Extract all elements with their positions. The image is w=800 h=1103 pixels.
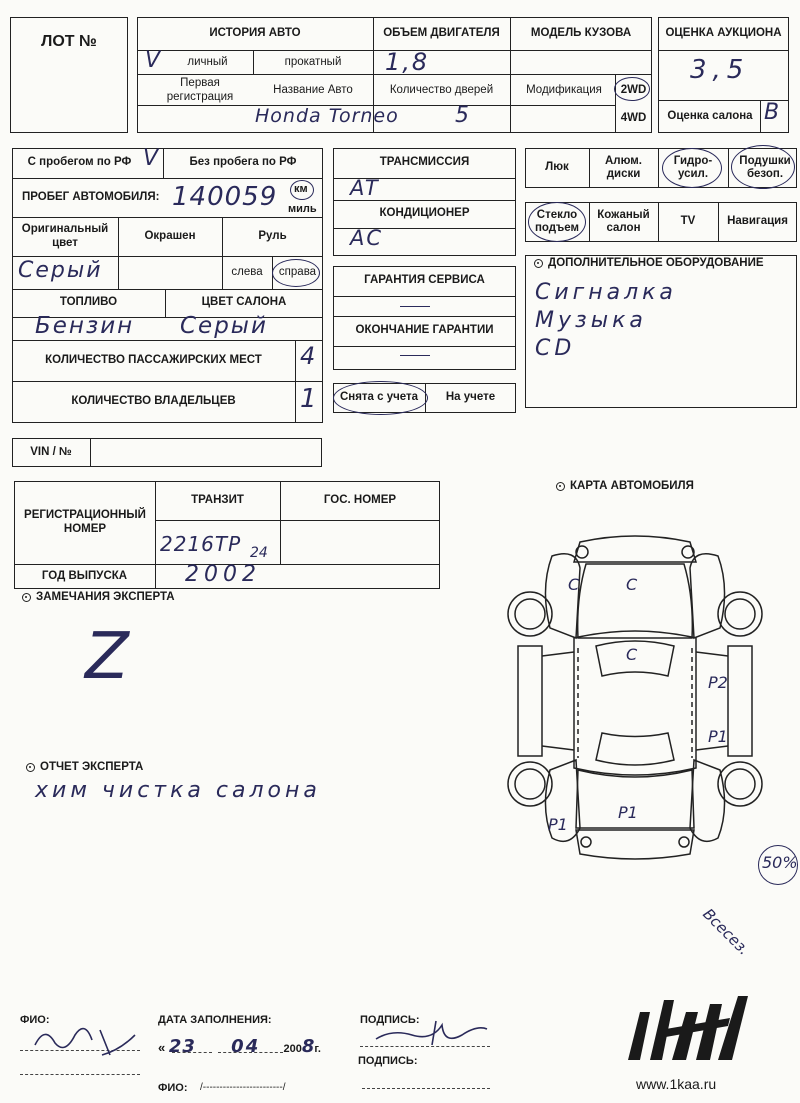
fio-label: ФИО: <box>20 1014 50 1026</box>
hw-transit: 2216ТР <box>160 532 242 556</box>
vin-label: VIN / № <box>30 445 72 458</box>
reg-number-label: РЕГИСТРАЦИОННЫЙ НОМЕР <box>24 509 146 535</box>
rental-label: прокатный <box>284 56 342 69</box>
power-steer-circle <box>662 148 722 188</box>
auction-grade-header: ОЦЕНКА АУКЦИОНА <box>665 26 782 39</box>
km-circle <box>290 180 314 200</box>
car-name-label: Название Авто <box>273 83 353 96</box>
hw-extra-1: Сигналка <box>535 280 677 305</box>
date-row: « 23 04 2008г. <box>158 1036 321 1057</box>
tv-label: TV <box>680 215 696 228</box>
fio2-label: ФИО: <box>158 1082 188 1094</box>
hw-fuel: Бензин <box>35 313 135 339</box>
mark-left-rear: P1 <box>548 815 568 834</box>
airbags-circle <box>731 145 795 189</box>
mark-left-fender: C <box>568 575 580 594</box>
dereg-label: Снята с учета <box>339 391 419 404</box>
extra-equipment-title: ДОПОЛНИТЕЛЬНОЕ ОБОРУДОВАНИЕ <box>534 257 764 269</box>
signature2-label: ПОДПИСЬ: <box>358 1055 418 1067</box>
hw-transmission: AT <box>350 176 380 200</box>
gos-header: ГОС. НОМЕР <box>323 493 397 506</box>
hw-engine: 1,8 <box>385 48 430 76</box>
body-model-header: МОДЕЛЬ КУЗОВА <box>530 26 632 39</box>
hw-doors: 5 <box>455 103 471 128</box>
mark-trunk: P1 <box>618 803 638 822</box>
hw-extra-3: CD <box>535 336 576 361</box>
hw-transit-sub: 24 <box>250 545 268 561</box>
hw-mileage-value: 140059 <box>172 182 278 212</box>
hw-orig-color: Серый <box>18 258 103 283</box>
hw-date-month: 04 <box>231 1036 261 1057</box>
passengers-label: КОЛИЧЕСТВО ПАССАЖИРСКИХ МЕСТ <box>45 353 262 366</box>
hw-date-year: 8 <box>301 1036 315 1057</box>
left-label: слева <box>231 265 263 278</box>
report-title: ОТЧЕТ ЭКСПЕРТА <box>26 761 143 773</box>
painted-label: Окрашен <box>144 229 196 242</box>
history-header: ИСТОРИЯ АВТО <box>209 26 301 39</box>
warranty-header: ГАРАНТИЯ СЕРВИСА <box>364 274 485 287</box>
salon-color-header: ЦВЕТ САЛОНА <box>201 296 287 309</box>
hatch-label: Люк <box>545 161 569 174</box>
ac-header: КОНДИЦИОНЕР <box>379 207 470 220</box>
fio-scribble <box>30 1015 140 1065</box>
mark-right-door-rear: P1 <box>708 727 728 746</box>
bullet-icon <box>556 482 565 491</box>
transmission-header: ТРАНСМИССИЯ <box>379 156 470 169</box>
warranty-end-dash <box>400 355 430 356</box>
orig-color-label: Оригинальный цвет <box>21 223 109 249</box>
hw-remarks: Z <box>85 620 131 694</box>
hw-salon-grade: B <box>764 100 782 125</box>
hw-ac: AC <box>350 226 384 250</box>
remarks-title: ЗАМЕЧАНИЯ ЭКСПЕРТА <box>22 591 175 603</box>
modification-label: Модификация <box>526 83 602 96</box>
car-map-title: КАРТА АВТОМОБИЛЯ <box>556 480 694 492</box>
hw-date-day: 23 <box>168 1036 196 1057</box>
warranty-dash <box>400 306 430 307</box>
hw-tire-percent: 50% <box>762 853 798 872</box>
power-steer-label: Гидро- усил. <box>673 154 713 180</box>
without-rf-label: Без пробега по РФ <box>189 156 297 169</box>
with-rf-label: С пробегом по РФ <box>27 156 132 169</box>
company-logo <box>620 990 760 1070</box>
km-label: км <box>294 183 308 195</box>
doors-label: Количество дверей <box>389 83 494 96</box>
car-diagram <box>500 528 800 868</box>
reg-label: На учете <box>445 391 496 404</box>
hw-salon-color: Серый <box>180 313 268 339</box>
lot-label: ЛОТ № <box>41 33 97 50</box>
hw-tire-season: Всесез. <box>699 905 754 959</box>
bullet-icon <box>534 259 543 268</box>
mark-right-door-front: P2 <box>708 673 728 692</box>
nav-label: Навигация <box>727 215 788 228</box>
salon-grade-label: Оценка салона <box>667 109 753 122</box>
signature-scribble <box>372 1015 492 1055</box>
hw-year: 2002 <box>185 562 261 587</box>
hw-personal-check: V <box>145 48 163 73</box>
engine-header: ОБЪЕМ ДВИГАТЕЛЯ <box>383 26 500 39</box>
signature-label: ПОДПИСЬ: <box>360 1014 420 1026</box>
hw-with-rf-check: V <box>143 146 161 171</box>
hw-report: хим чистка салона <box>35 778 321 803</box>
date-label: ДАТА ЗАПОЛНЕНИЯ: <box>158 1014 272 1026</box>
hw-extra-2: Музыка <box>535 308 647 333</box>
right-label: справа <box>278 265 317 278</box>
owners-label: КОЛИЧЕСТВО ВЛАДЕЛЬЦЕВ <box>71 395 236 408</box>
dereg-circle <box>333 381 428 415</box>
alloy-label: Алюм. диски <box>605 154 642 180</box>
leather-label: Кожаный салон <box>597 208 650 234</box>
windows-label: Стекло подъем <box>534 208 580 234</box>
mark-hood: C <box>626 575 638 594</box>
airbags-label: Подушки безоп. <box>739 154 791 180</box>
mile-label: миль <box>288 203 317 215</box>
hw-owners: 1 <box>300 384 317 414</box>
logo-text <box>624 1067 625 1068</box>
transit-header: ТРАНЗИТ <box>191 493 244 506</box>
twowd-circle <box>614 77 650 101</box>
bullet-icon <box>26 763 35 772</box>
fuel-header: ТОПЛИВО <box>59 296 118 309</box>
windows-circle <box>528 202 586 242</box>
site-url: www.1kaa.ru <box>636 1076 717 1092</box>
fourwd-label: 4WD <box>620 112 647 125</box>
year-label: ГОД ВЫПУСКА <box>41 569 128 582</box>
personal-label: личный <box>187 56 228 69</box>
first-reg-label: Первая регистрация <box>166 77 234 103</box>
hw-auction-grade: 3,5 <box>690 55 750 85</box>
mark-roof: C <box>626 645 638 664</box>
wheel-label: Руль <box>258 229 287 242</box>
fio2-line: /------------------------/ <box>200 1082 286 1093</box>
twowd-label: 2WD <box>620 83 647 96</box>
right-circle <box>272 259 320 287</box>
warranty-end-header: ОКОНЧАНИЕ ГАРАНТИИ <box>355 324 494 337</box>
bullet-icon <box>22 593 31 602</box>
hw-car-name: Honda Torneo <box>255 105 399 127</box>
hw-passengers: 4 <box>300 342 316 370</box>
mileage-label: ПРОБЕГ АВТОМОБИЛЯ: <box>22 190 160 203</box>
